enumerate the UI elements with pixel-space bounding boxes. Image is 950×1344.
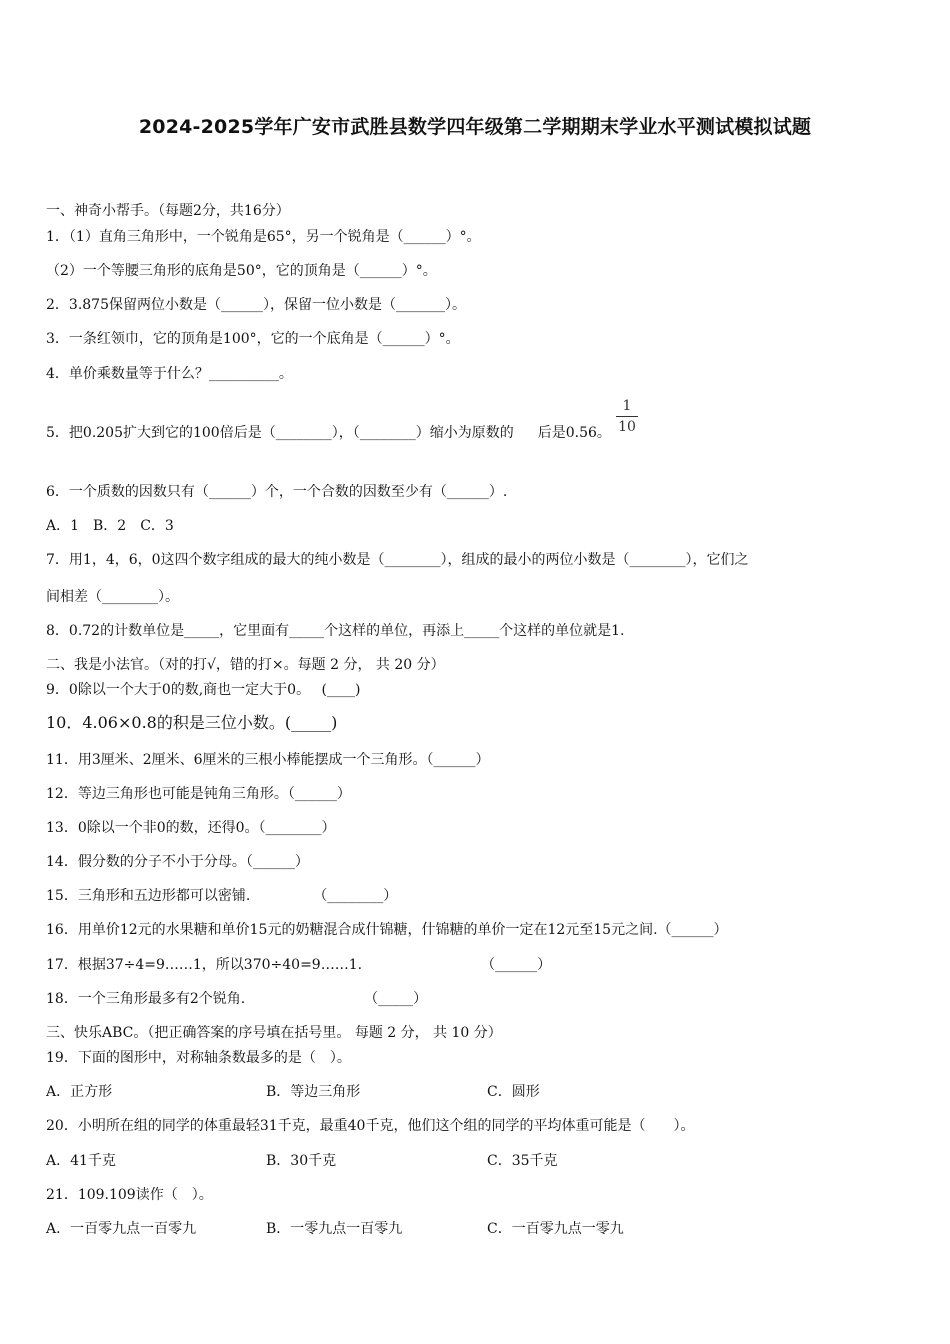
question-7a: 7．用1，4，6，0这四个数字组成的最大的纯小数是（________），组成的最小的两位小数是（________），它们之 bbox=[46, 552, 749, 568]
page-title: 2024-2025学年广安市武胜县数学四年级第二学期期末学业水平测试模拟试题 bbox=[138, 116, 812, 138]
question-18: 18．一个三角形最多有2个锐角. （_____） bbox=[46, 991, 428, 1007]
question-5-text: 5．把0.205扩大到它的100倍后是（________），（________）缩小为原数的 bbox=[46, 425, 514, 441]
fraction-denominator: 10 bbox=[618, 419, 636, 435]
question-1b: （2）一个等腰三角形的底角是50°，它的顶角是（______）°。 bbox=[46, 263, 437, 279]
question-19-option-b: B．等边三角形 bbox=[266, 1084, 361, 1100]
question-6-options: A．1 B．2 C．3 bbox=[46, 518, 174, 534]
question-11: 11．用3厘米、2厘米、6厘米的三根小棒能摆成一个三角形。（______） bbox=[46, 752, 490, 768]
question-13: 13．0除以一个非0的数，还得0。（________） bbox=[46, 820, 336, 836]
question-19: 19．下面的图形中，对称轴条数最多的是（ ）。 bbox=[46, 1050, 351, 1066]
question-4: 4．单价乘数量等于什么？__________。 bbox=[46, 366, 293, 382]
question-9: 9．0除以一个大于0的数,商也一定大于0。 (____) bbox=[46, 682, 361, 698]
question-3: 3．一条红领巾，它的顶角是100°，它的一个底角是（______）°。 bbox=[46, 331, 460, 347]
question-14: 14．假分数的分子不小于分母。（______） bbox=[46, 854, 309, 870]
fraction-one-tenth bbox=[616, 397, 638, 436]
section-3-heading: 三、快乐ABC。（把正确答案的序号填在括号里。 每题 2 分， 共 10 分） bbox=[46, 1025, 502, 1041]
question-19-option-c: C．圆形 bbox=[487, 1084, 540, 1100]
question-16: 16．用单价12元的水果糖和单价15元的奶糖混合成什锦糖，什锦糖的单价一定在12元至15元之间.（______） bbox=[46, 922, 728, 938]
question-17: 17．根据37÷4=9……1，所以370÷40=9……1. （______） bbox=[46, 957, 552, 973]
question-10: 10．4.06×0.8的积是三位小数。(_____) bbox=[46, 713, 338, 732]
question-21-option-b: B．一零九点一百零九 bbox=[266, 1221, 403, 1237]
question-5 bbox=[46, 424, 611, 442]
fraction-numerator: 1 bbox=[622, 398, 632, 414]
question-6: 6．一个质数的因数只有（______）个，一个合数的因数至少有（______）. bbox=[46, 484, 508, 500]
question-20-option-c: C．35千克 bbox=[487, 1153, 558, 1169]
question-8: 8．0.72的计数单位是_____，它里面有_____个这样的单位，再添上_____个这样的单位就是1. bbox=[46, 623, 625, 639]
fraction-bar bbox=[616, 416, 638, 417]
question-21: 21．109.109读作（ ）。 bbox=[46, 1187, 213, 1203]
question-21-option-a: A．一百零九点一百零九 bbox=[46, 1221, 197, 1237]
question-20-option-b: B．30千克 bbox=[266, 1153, 337, 1169]
question-1a: 1．（1）直角三角形中，一个锐角是65°，另一个锐角是（______）°。 bbox=[46, 229, 481, 245]
section-1-heading: 一、神奇小帮手。（每题2分，共16分） bbox=[46, 203, 290, 219]
section-2-heading: 二、我是小法官。（对的打√，错的打×。每题 2 分， 共 20 分） bbox=[46, 657, 445, 673]
question-21-option-c: C．一百零九点一零九 bbox=[487, 1221, 624, 1237]
question-15: 15．三角形和五边形都可以密铺. （________） bbox=[46, 888, 398, 904]
question-20-option-a: A．41千克 bbox=[46, 1153, 116, 1169]
question-2: 2．3.875保留两位小数是（______），保留一位小数是（_______）。 bbox=[46, 297, 466, 313]
question-7b: 间相差（________）。 bbox=[46, 589, 179, 605]
question-19-option-a: A．正方形 bbox=[46, 1084, 113, 1100]
question-12: 12．等边三角形也可能是钝角三角形。（______） bbox=[46, 786, 351, 802]
question-5-tail: 后是0.56。 bbox=[537, 425, 611, 441]
question-20: 20．小明所在组的同学的体重最轻31千克，最重40千克，他们这个组的同学的平均体重可能是（ ）。 bbox=[46, 1118, 695, 1134]
